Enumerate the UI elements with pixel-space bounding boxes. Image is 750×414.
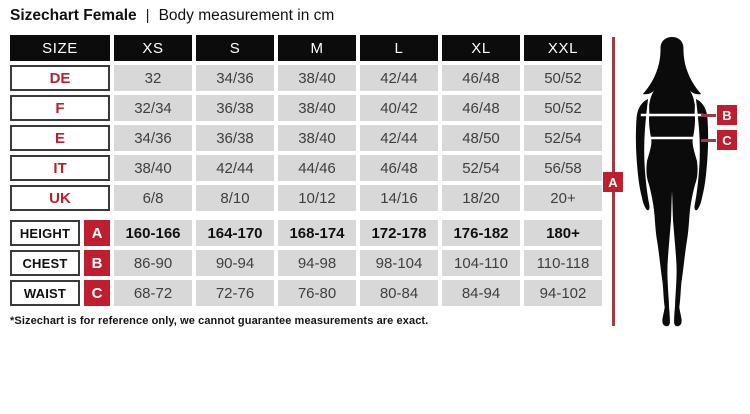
cell-e-m: 38/40 xyxy=(278,125,356,151)
title-main: Sizechart Female xyxy=(10,7,137,24)
row-label-waist-group xyxy=(10,280,110,306)
cell-waist-xl: 84-94 xyxy=(442,280,520,306)
row-label-height-group xyxy=(10,220,110,246)
silhouette-body-shape xyxy=(643,37,701,326)
waist-pointer-line xyxy=(701,139,716,142)
cell-it-l: 46/48 xyxy=(360,155,438,181)
cell-e-xl: 48/50 xyxy=(442,125,520,151)
table-row-uk xyxy=(10,185,602,211)
cell-e-xxl: 52/54 xyxy=(524,125,602,151)
cell-uk-xs: 6/8 xyxy=(114,185,192,211)
cell-de-m: 38/40 xyxy=(278,65,356,91)
cell-height-m: 168-174 xyxy=(278,220,356,246)
cell-chest-xl: 104-110 xyxy=(442,250,520,276)
row-label-de: DE xyxy=(10,65,110,91)
table-header-row xyxy=(10,35,602,61)
chest-badge-b: B xyxy=(84,250,110,276)
cell-e-xs: 34/36 xyxy=(114,125,192,151)
table-row-e xyxy=(10,125,602,151)
figure-label-b: B xyxy=(717,105,737,125)
cell-it-xs: 38/40 xyxy=(114,155,192,181)
cell-uk-xl: 18/20 xyxy=(442,185,520,211)
cell-waist-xxl: 94-102 xyxy=(524,280,602,306)
cell-f-xl: 46/48 xyxy=(442,95,520,121)
table-row-waist xyxy=(10,280,602,306)
cell-it-xxl: 56/58 xyxy=(524,155,602,181)
row-label-e: E xyxy=(10,125,110,151)
row-label-chest: CHEST xyxy=(10,250,80,276)
cell-waist-xs: 68-72 xyxy=(114,280,192,306)
cell-chest-s: 90-94 xyxy=(196,250,274,276)
cell-it-xl: 52/54 xyxy=(442,155,520,181)
cell-height-xs: 160-166 xyxy=(114,220,192,246)
female-silhouette-image xyxy=(620,33,724,333)
row-label-height: HEIGHT xyxy=(10,220,80,246)
sizechart-table xyxy=(10,35,602,310)
figure-label-a: A xyxy=(603,172,623,192)
row-label-uk: UK xyxy=(10,185,110,211)
cell-height-xl: 176-182 xyxy=(442,220,520,246)
row-label-chest-group xyxy=(10,250,110,276)
cell-height-xxl: 180+ xyxy=(524,220,602,246)
cell-chest-l: 98-104 xyxy=(360,250,438,276)
figure-label-c: C xyxy=(717,130,737,150)
disclaimer-footnote: *Sizechart is for reference only, we cannot guarantee measurements are exact. xyxy=(10,315,429,327)
cell-f-xxl: 50/52 xyxy=(524,95,602,121)
title-separator: | xyxy=(145,7,150,24)
row-label-f: F xyxy=(10,95,110,121)
cell-f-l: 40/42 xyxy=(360,95,438,121)
cell-it-s: 42/44 xyxy=(196,155,274,181)
column-header-size: SIZE xyxy=(10,35,110,61)
height-badge-a: A xyxy=(84,220,110,246)
column-header-m: M xyxy=(278,35,356,61)
table-row-f xyxy=(10,95,602,121)
title-subtitle: Body measurement in cm xyxy=(158,7,335,24)
column-header-xl: XL xyxy=(442,35,520,61)
column-header-s: S xyxy=(196,35,274,61)
row-label-it: IT xyxy=(10,155,110,181)
cell-chest-xxl: 110-118 xyxy=(524,250,602,276)
cell-f-s: 36/38 xyxy=(196,95,274,121)
cell-de-s: 34/36 xyxy=(196,65,274,91)
cell-f-xs: 32/34 xyxy=(114,95,192,121)
table-row-de xyxy=(10,65,602,91)
chest-pointer-line xyxy=(701,114,716,117)
cell-uk-s: 8/10 xyxy=(196,185,274,211)
cell-de-l: 42/44 xyxy=(360,65,438,91)
cell-uk-xxl: 20+ xyxy=(524,185,602,211)
cell-height-l: 172-178 xyxy=(360,220,438,246)
table-row-chest xyxy=(10,250,602,276)
cell-de-xxl: 50/52 xyxy=(524,65,602,91)
table-row-it xyxy=(10,155,602,181)
cell-height-s: 164-170 xyxy=(196,220,274,246)
waist-badge-c: C xyxy=(84,280,110,306)
page-title xyxy=(10,7,334,25)
cell-de-xl: 46/48 xyxy=(442,65,520,91)
column-header-l: L xyxy=(360,35,438,61)
cell-e-s: 36/38 xyxy=(196,125,274,151)
column-header-xxl: XXL xyxy=(524,35,602,61)
cell-uk-m: 10/12 xyxy=(278,185,356,211)
cell-waist-l: 80-84 xyxy=(360,280,438,306)
column-header-xs: XS xyxy=(114,35,192,61)
cell-e-l: 42/44 xyxy=(360,125,438,151)
cell-uk-l: 14/16 xyxy=(360,185,438,211)
row-label-waist: WAIST xyxy=(10,280,80,306)
cell-f-m: 38/40 xyxy=(278,95,356,121)
cell-it-m: 44/46 xyxy=(278,155,356,181)
cell-chest-m: 94-98 xyxy=(278,250,356,276)
cell-waist-s: 72-76 xyxy=(196,280,274,306)
table-row-height xyxy=(10,220,602,246)
cell-de-xs: 32 xyxy=(114,65,192,91)
cell-waist-m: 76-80 xyxy=(278,280,356,306)
cell-chest-xs: 86-90 xyxy=(114,250,192,276)
